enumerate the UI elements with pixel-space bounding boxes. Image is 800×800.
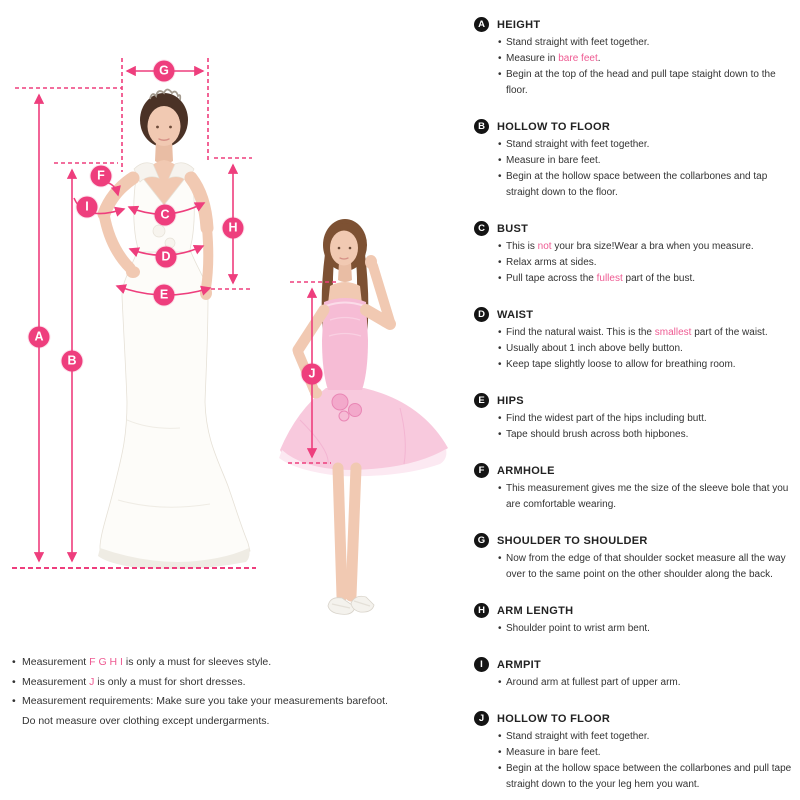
letter-badge-D: D — [474, 307, 489, 322]
section-heading — [474, 392, 796, 409]
measure-section-B — [474, 118, 796, 201]
letter-badge-H: H — [474, 603, 489, 618]
instruction-bullet — [498, 255, 796, 271]
letter-badge-J: J — [474, 711, 489, 726]
bullet-dot: • — [498, 327, 502, 338]
instruction-bullet — [498, 761, 796, 793]
measure-section-C — [474, 220, 796, 287]
measure-section-J — [474, 710, 796, 793]
section-title: ARM LENGTH — [497, 604, 574, 617]
letter-badge-I: I — [474, 657, 489, 672]
text: Pull tape across the — [506, 273, 597, 284]
marker-badge-D: D — [156, 247, 177, 268]
text: Find the natural waist. This is the — [506, 327, 655, 338]
footer-note — [12, 692, 452, 731]
notes-panel — [12, 653, 452, 731]
letter-badge-B: B — [474, 119, 489, 134]
instructions-panel — [474, 16, 796, 800]
instruction-bullet — [498, 137, 796, 153]
highlighted-text: fullest — [596, 273, 623, 284]
bullet-dot: • — [12, 675, 16, 688]
bullet-dot: • — [498, 273, 502, 284]
text: Usually about 1 inch above belly button. — [506, 343, 683, 354]
bullet-dot: • — [498, 747, 502, 758]
text: Do not measure over clothing except undergarments. — [22, 714, 270, 727]
text: Measurement — [22, 675, 90, 688]
bullet-dot: • — [498, 139, 502, 150]
text: Find the widest part of the hips including butt. — [506, 413, 707, 424]
bride-figure — [98, 90, 250, 570]
section-heading — [474, 462, 796, 479]
instruction-bullet — [498, 35, 796, 51]
bullet-dot: • — [498, 553, 502, 564]
instruction-bullet — [498, 341, 796, 357]
marker-badge-I: I — [77, 197, 98, 218]
text: Around arm at fullest part of upper arm. — [506, 677, 681, 688]
section-title: HOLLOW TO FLOOR — [497, 120, 611, 133]
bullet-dot: • — [498, 677, 502, 688]
letter-badge-E: E — [474, 393, 489, 408]
highlighted-text: bare feet — [558, 53, 598, 64]
letter-badge-F: F — [474, 463, 489, 478]
measure-section-G — [474, 532, 796, 583]
marker-badge-F: F — [91, 166, 112, 187]
section-heading — [474, 710, 796, 727]
section-heading — [474, 16, 796, 33]
text: Begin at the hollow space between the collarbones and pull tape straight down to the your leg hem you want. — [506, 763, 792, 790]
text: This is — [506, 241, 538, 252]
highlighted-text: J — [89, 675, 95, 688]
marker-badge-H: H — [223, 218, 244, 239]
text: Measurement requirements: Make sure you take your measurements barefoot. — [22, 695, 388, 707]
section-heading — [474, 306, 796, 323]
section-title: HOLLOW TO FLOOR — [497, 712, 611, 725]
text: This measurement gives me the size of the sleeve bole that you are comfortable wearing. — [506, 483, 789, 510]
measure-section-I — [474, 656, 796, 691]
marker-badge-A: A — [29, 327, 50, 348]
instruction-bullet — [498, 239, 796, 255]
section-title: BUST — [497, 222, 529, 235]
section-title: WAIST — [497, 308, 534, 321]
section-title: SHOULDER TO SHOULDER — [497, 534, 648, 547]
section-title: HEIGHT — [497, 18, 541, 31]
instruction-bullet — [498, 153, 796, 169]
instruction-bullet — [498, 675, 796, 691]
bullet-dot: • — [498, 343, 502, 354]
bullet-dot: • — [498, 53, 502, 64]
text: Relax arms at sides. — [506, 257, 597, 268]
footer-note — [12, 653, 452, 673]
marker-badge-B: B — [62, 351, 83, 372]
text: Begin at the hollow space between the collarbones and tap straight down to the floor. — [506, 171, 768, 198]
bullet-dot: • — [498, 69, 502, 80]
text: Begin at the top of the head and pull tape staight down to the floor. — [506, 69, 776, 96]
instruction-bullet — [498, 169, 796, 201]
letter-badge-A: A — [474, 17, 489, 32]
measure-section-E — [474, 392, 796, 443]
text: part of the waist. — [691, 327, 768, 338]
instruction-bullet — [498, 357, 796, 373]
footer-note — [12, 673, 452, 693]
section-title: ARMPIT — [497, 658, 541, 671]
instruction-bullet — [498, 481, 796, 513]
instruction-bullet — [498, 745, 796, 761]
section-heading — [474, 220, 796, 237]
bullet-dot: • — [498, 171, 502, 182]
instruction-bullet — [498, 271, 796, 287]
bullet-dot: • — [498, 359, 502, 370]
bullet-dot: • — [498, 257, 502, 268]
bullet-dot: • — [498, 483, 502, 494]
bullet-dot: • — [498, 763, 502, 774]
marker-badge-E: E — [154, 285, 175, 306]
bullet-dot: • — [498, 429, 502, 440]
section-heading — [474, 532, 796, 549]
text: part of the bust. — [622, 273, 695, 284]
text: Measurement — [22, 656, 90, 668]
text: is only a must for short dresses. — [94, 675, 246, 688]
bullet-dot: • — [12, 695, 16, 707]
highlighted-text: not — [537, 241, 552, 252]
bullet-dot: • — [498, 155, 502, 166]
instruction-bullet — [498, 427, 796, 443]
marker-badge-C: C — [155, 205, 176, 226]
instruction-bullet — [498, 551, 796, 583]
letter-badge-C: C — [474, 221, 489, 236]
measure-section-A — [474, 16, 796, 99]
bullet-dot: • — [498, 37, 502, 48]
measurement-diagram — [0, 0, 470, 650]
section-heading — [474, 602, 796, 619]
text: Stand straight with feet together. — [506, 37, 650, 48]
instruction-bullet — [498, 325, 796, 341]
section-title: ARMHOLE — [497, 464, 555, 477]
instruction-bullet — [498, 67, 796, 99]
bullet-dot: • — [498, 413, 502, 424]
marker-badge-J: J — [302, 364, 323, 385]
text: Shoulder point to wrist arm bent. — [506, 623, 650, 634]
section-heading — [474, 656, 796, 673]
text: Tape should brush across both hipbones. — [506, 429, 689, 440]
instruction-bullet — [498, 51, 796, 67]
bullet-dot: • — [498, 241, 502, 252]
text: Measure in bare feet. — [506, 155, 601, 166]
text: Keep tape slightly loose to allow for breathing room. — [506, 359, 736, 370]
highlighted-text: smallest — [654, 327, 692, 338]
section-title: HIPS — [497, 394, 524, 407]
text: Stand straight with feet together. — [506, 731, 650, 742]
marker-badge-G: G — [154, 61, 175, 82]
measure-section-H — [474, 602, 796, 637]
text: is only a must for sleeves style. — [122, 656, 272, 668]
text: Measure in bare feet. — [506, 747, 601, 758]
section-heading — [474, 118, 796, 135]
bullet-dot: • — [498, 623, 502, 634]
measure-section-D — [474, 306, 796, 373]
bullet-dot: • — [498, 731, 502, 742]
text: Stand straight with feet together. — [506, 139, 650, 150]
diagram-panel — [0, 0, 470, 650]
text: Measure in — [506, 53, 559, 64]
highlighted-text: F G H I — [89, 656, 123, 668]
bullet-dot: • — [12, 656, 16, 668]
text: Now from the edge of that shoulder socket measure all the way over to the same point on the other shoulder along the back. — [506, 553, 786, 580]
instruction-bullet — [498, 621, 796, 637]
measure-section-F — [474, 462, 796, 513]
pink-dress-figure — [279, 219, 448, 614]
text: . — [597, 53, 601, 64]
instruction-bullet — [498, 411, 796, 427]
letter-badge-G: G — [474, 533, 489, 548]
text: your bra size!Wear a bra when you measure. — [551, 241, 754, 252]
instruction-bullet — [498, 729, 796, 745]
